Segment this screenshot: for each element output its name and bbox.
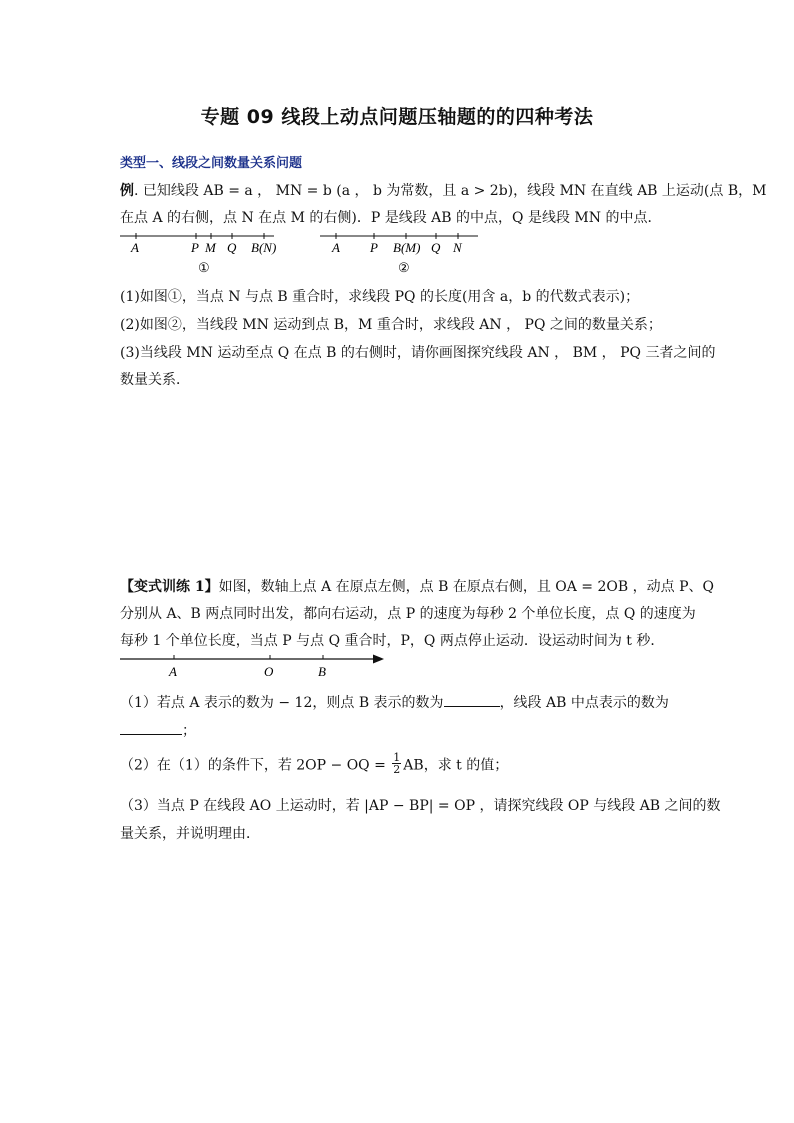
label-n: N xyxy=(453,240,462,255)
training-line-3: 每秒 1 个单位长度，当点 P 与点 Q 重合时，P，Q 两点停止运动．设运动时间为 t 秒． xyxy=(120,633,665,649)
answer-blank-2[interactable] xyxy=(120,722,182,735)
training-question-3: （3）当点 P 在线段 AO 上运动时，若 |AP − BP| = OP ，请探究线段 OP 与线段 AB 之间的数 xyxy=(120,798,721,814)
fraction-denominator: 2 xyxy=(393,763,401,776)
training-q1-text: （1）若点 A 表示的数为 − 12，则点 B 表示的数为 xyxy=(120,695,444,711)
label-q: Q xyxy=(431,240,441,255)
training-question-3-cont: 量关系，并说明理由． xyxy=(120,826,260,842)
axis-label-a: A xyxy=(169,664,177,679)
label-a: A xyxy=(131,240,139,255)
axis-arrow-icon xyxy=(373,655,384,664)
section-heading: 类型一、线段之间数量关系问题 xyxy=(120,156,303,171)
example-question-1: (1)如图①，当点 N 与点 B 重合时，求线段 PQ 的长度(用含 a，b 的代数式表示)； xyxy=(120,289,640,305)
label-p: P xyxy=(370,240,378,255)
training-text-1: 如图，数轴上点 A 在原点左侧，点 B 在原点右侧，且 OA = 2OB ，动点 P、Q xyxy=(218,579,714,595)
fraction xyxy=(392,752,401,775)
training-question-1 xyxy=(120,692,669,712)
label-a: A xyxy=(332,240,340,255)
figure-2-caption: ② xyxy=(398,260,410,275)
answer-blank-1[interactable] xyxy=(444,694,500,707)
training-line-1 xyxy=(120,576,714,596)
training-question-1-cont xyxy=(120,720,196,740)
example-question-3-cont: 数量关系． xyxy=(120,372,190,388)
example-tag: 例 xyxy=(120,183,134,199)
fraction-numerator: 1 xyxy=(393,751,401,764)
training-q2-text: （2）在（1）的条件下，若 2OP − OQ = xyxy=(120,757,386,774)
label-p: P xyxy=(191,240,199,255)
label-bm: B(M) xyxy=(393,240,421,255)
training-q1-end: ； xyxy=(182,723,196,739)
label-bn: B(N) xyxy=(251,240,277,255)
example-line-2: 在点 A 的右侧，点 N 在点 M 的右侧)．P 是线段 AB 的中点，Q 是线段 MN 的中点． xyxy=(120,210,662,226)
example-question-2: (2)如图②，当线段 MN 运动到点 B，M 重合时，求线段 AN ， PQ 之间的数量关系； xyxy=(120,317,662,333)
page-title: 专题 09 线段上动点问题压轴题的的四种考法 xyxy=(200,106,594,128)
figure-2 xyxy=(318,230,483,278)
figure-1 xyxy=(118,230,278,278)
label-q: Q xyxy=(227,240,237,255)
label-m: M xyxy=(205,240,216,255)
number-axis xyxy=(118,652,388,682)
example-line-1 xyxy=(120,180,766,200)
axis-label-o: O xyxy=(264,664,274,679)
training-q2-text-2: AB，求 t 的值； xyxy=(403,757,509,774)
training-q1-text-2: ，线段 AB 中点表示的数为 xyxy=(499,695,669,711)
figure-1-caption: ① xyxy=(198,260,210,275)
training-line-2: 分别从 A、B 两点同时出发，都向右运动，点 P 的速度为每秒 2 个单位长度，点 Q 的速度为 xyxy=(120,606,696,622)
example-text-1: . 已知线段 AB = a ， MN = b (a ， b 为常数，且 a > 2b)，线段 MN 在直线 AB 上运动(点 B，M xyxy=(134,183,767,199)
training-question-2 xyxy=(120,751,509,777)
example-question-3: (3)当线段 MN 运动至点 Q 在点 B 的右侧时，请你画图探究线段 AN ， BM ， PQ 三者之间的 xyxy=(120,345,716,361)
training-tag: 【变式训练 1】 xyxy=(120,579,219,595)
axis-label-b: B xyxy=(318,664,326,679)
